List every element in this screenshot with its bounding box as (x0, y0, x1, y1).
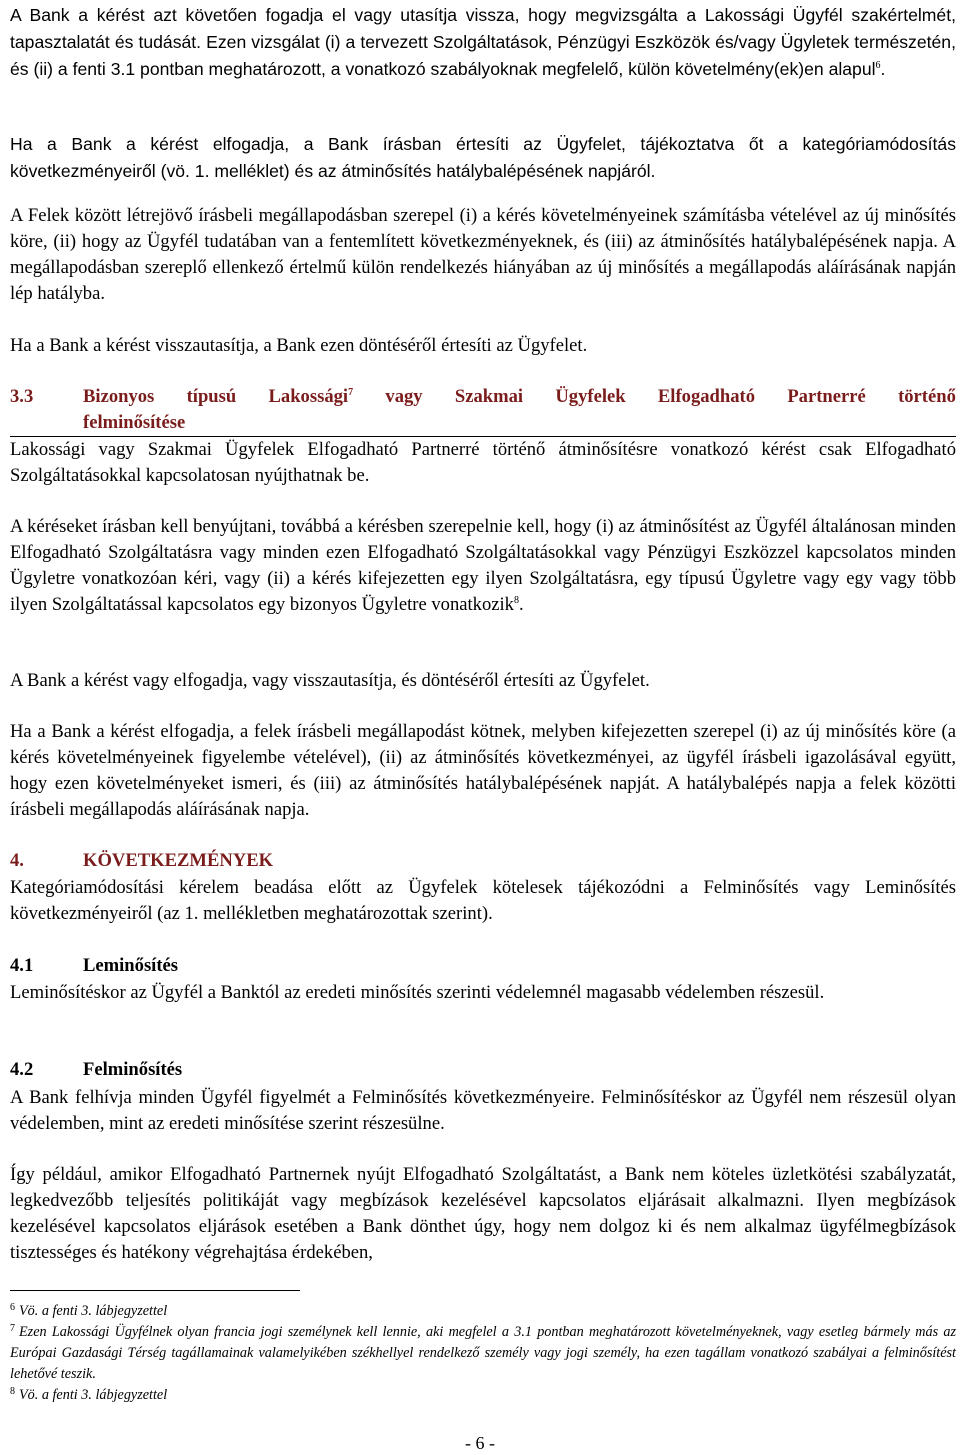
paragraph-1: A Bank a kérést azt követően fogadja el vagy utasítja vissza, hogy megvizsgálta a Lakossági Ügyfél szakértelmét, tapasztalatát és tudását. Ezen vizsgálat (i) a tervezett Szolgáltatások, Pénzügyi Eszközök és/vagy Ügyletek természetén, és (ii) a fenti 3.1 pontban meghatározott, a vonatkozó szabályoknak megfelelő, külön követelmény(ek)en alapul$^6$. (10, 5, 956, 79)
paragraph-9 (10, 875, 956, 927)
section-3-3-number: 3.3 (10, 386, 34, 407)
paragraph-10-text: Leminősítéskor az Ügyfél a Banktól az eredeti minősítés szerinti védelemnél magasabb védelemben részesül. (10, 982, 825, 1003)
footnote-ref-6[interactable]: 6 (875, 60, 881, 71)
paragraph-9-text: Kategóriamódosítási kérelem beadása előtt az Ügyfelek kötelesek tájékozódni a Felminősítés vagy Leminősítés következményeiről (az 1. mellékletben meghatározottak szerint). (10, 877, 956, 924)
paragraph-8-text: Ha a Bank a kérést elfogadja, a felek írásbeli megállapodást kötnek, melyben kifejezetten szerepel (i) az új minősítés köre (a kérés követelményeinek figyelembe vételével), (ii) az átminősítés következményei, az ügyfél írásbeli igazolásával együtt, hogy ezen követelményeket ismeri, és (iii) az átminősítés hatálybalépésének napját. A hatálybalépés napja a felek közötti írásbeli megállapodás aláírásának napja. (10, 721, 956, 820)
section-4-2-title: Felminősítés (83, 1059, 183, 1080)
footnote-separator (10, 1290, 300, 1291)
paragraph-7-text: A Bank a kérést vagy elfogadja, vagy visszautasítja, és döntéséről értesíti az Ügyfelet. (10, 670, 650, 691)
paragraph-11-text: A Bank felhívja minden Ügyfél figyelmét a Felminősítés következményeire. Felminősítéskor az Ügyfél nem részesül olyan védelemben, mint az eredeti minősítése szerint részesülne. (10, 1087, 956, 1134)
paragraph-3 (10, 203, 956, 307)
footnote-7: $^7$ Ezen Lakossági Ügyfélnek olyan francia jogi személynek kell lennie, aki megfelel a 3.1 pontban meghatározott követelményeknek, vagy esetleg bármely más az Európai Gazdasági Térség tagállamainak valamelyikében székhellyel rendelkező személy vagy jogi személy, ha ezen tagállam vonatkozó szabályai a felminősítést lehetővé teszik. (10, 1323, 956, 1382)
paragraph-5-text: Lakossági vagy Szakmai Ügyfelek Elfogadható Partnerré történő átminősítésre vonatkozó kérést csak Elfogadható Szolgáltatásokkal kapcsolatosan nyújthatnak be. (10, 439, 956, 486)
paragraph-11 (10, 1085, 956, 1137)
paragraph-5 (10, 437, 956, 489)
paragraph-4 (10, 333, 956, 359)
paragraph-8 (10, 719, 956, 823)
paragraph-12-text: Így például, amikor Elfogadható Partnernek nyújt Elfogadható Szolgáltatást, a Bank nem köteles üzletkötési szabályzatát, legkedvezőbb teljesítés politikáját vagy megbízások kezelésével kapcsolatos eljárásait alkalmazni. Ilyen megbízások kezelésével kapcsolatos eljárások esetében a Bank dönthet úgy, hogy nem dolgoz ki és nem alkalmaz ügyfélmegbízások tisztességes és hatékony végrehajtása érdekében, (10, 1164, 956, 1263)
paragraph-2-text: Ha a Bank a kérést elfogadja, a Bank írásban értesíti az Ügyfelet, tájékoztatva őt a kategóriamódosítás következményeiről (vö. 1. melléklet) és az átminősítés hatálybalépésének napjáról. (10, 134, 956, 181)
paragraph-2 (10, 131, 956, 185)
footnote-8: $^8$ Vö. a fenti 3. lábjegyzettel (10, 1386, 168, 1403)
paragraph-3-text: A Felek között létrejövő írásbeli megállapodásban szerepel (i) a kérés követelményeinek számításba vételével az új minősítés köre, (ii) hogy az Ügyfél tudatában van a fentemlített következményeknek, és (iii) az átminősítés hatálybalépésének napja. A megállapodásban szereplő ellenkező értelmű külön rendelkezés hiányában az új minősítés a megállapodás aláírásának napján lép hatályba. (10, 205, 956, 304)
section-4-heading (10, 848, 956, 874)
paragraph-7 (10, 668, 956, 694)
section-4-2-number: 4.2 (10, 1059, 34, 1080)
section-4-1-heading (10, 953, 956, 979)
section-4-1-title: Leminősítés (83, 955, 179, 976)
section-4-1-number: 4.1 (10, 955, 34, 976)
paragraph-1-text: A Bank a kérést azt követően fogadja el vagy utasítja vissza, hogy megvizsgálta a Lakossági Ügyfél szakértelmét, tapasztalatát és tudását. Ezen vizsgálat (i) a tervezett Szolgáltatások, Pénzügyi Eszközök és/vagy Ügyletek természetén, és (ii) a fenti 3.1 pontban meghatározott, a vonatkozó szabályoknak megfelelő, külön követelmény(ek)en alapul (10, 5, 956, 79)
page-number: - 6 - (465, 1433, 495, 1453)
section-4-title: KÖVETKEZMÉNYEK (83, 850, 274, 871)
paragraph-6-text: A kéréseket írásban kell benyújtani, továbbá a kérésben szerepelnie kell, hogy (i) az átminősítést az Ügyfél általánosan minden Elfogadható Szolgáltatásra vagy minden ezen Elfogadható Szolgáltatásokkal vagy Pénzügyi Eszközzel kapcsolatos minden Ügyletre vonatkozóan kéri, vagy (ii) a kérés kifejezetten egy ilyen Szolgáltatásra, egy típusú Ügyletre vagy egy vagy több ilyen Szolgáltatással kapcsolatos egy bizonyos Ügyletre vonatkozik (10, 516, 956, 615)
paragraph-10 (10, 980, 956, 1006)
section-4-number: 4. (10, 850, 24, 871)
footnote-ref-8[interactable]: 8 (513, 595, 519, 606)
paragraph-6: A kéréseket írásban kell benyújtani, továbbá a kérésben szerepelnie kell, hogy (i) az átminősítést az Ügyfél általánosan minden Elfogadható Szolgáltatásra vagy minden ezen Elfogadható Szolgáltatásokkal vagy Pénzügyi Eszközzel kapcsolatos minden Ügyletre vonatkozóan kéri, vagy (ii) a kérés kifejezetten egy ilyen Szolgáltatásra, egy típusú Ügyletre vagy egy vagy több ilyen Szolgáltatással kapcsolatos egy bizonyos Ügyletre vonatkozik$^8$. (10, 516, 956, 615)
section-3-3-title-line2: felminősítése (83, 412, 186, 433)
section-4-2-heading (10, 1057, 956, 1083)
footnotes (10, 1301, 956, 1406)
footnote-ref-7[interactable]: 7 (348, 387, 354, 398)
paragraph-12 (10, 1162, 956, 1266)
paragraph-4-text: Ha a Bank a kérést visszautasítja, a Bank ezen döntéséről értesíti az Ügyfelet. (10, 335, 588, 356)
footnote-6: $^6$ Vö. a fenti 3. lábjegyzettel (10, 1302, 168, 1319)
section-3-3-heading: 3.3 Bizonyos típusú Lakossági$^7$ vagy Szakmai Ügyfelek Elfogadható Partnerré történő felminősítése (10, 384, 956, 437)
